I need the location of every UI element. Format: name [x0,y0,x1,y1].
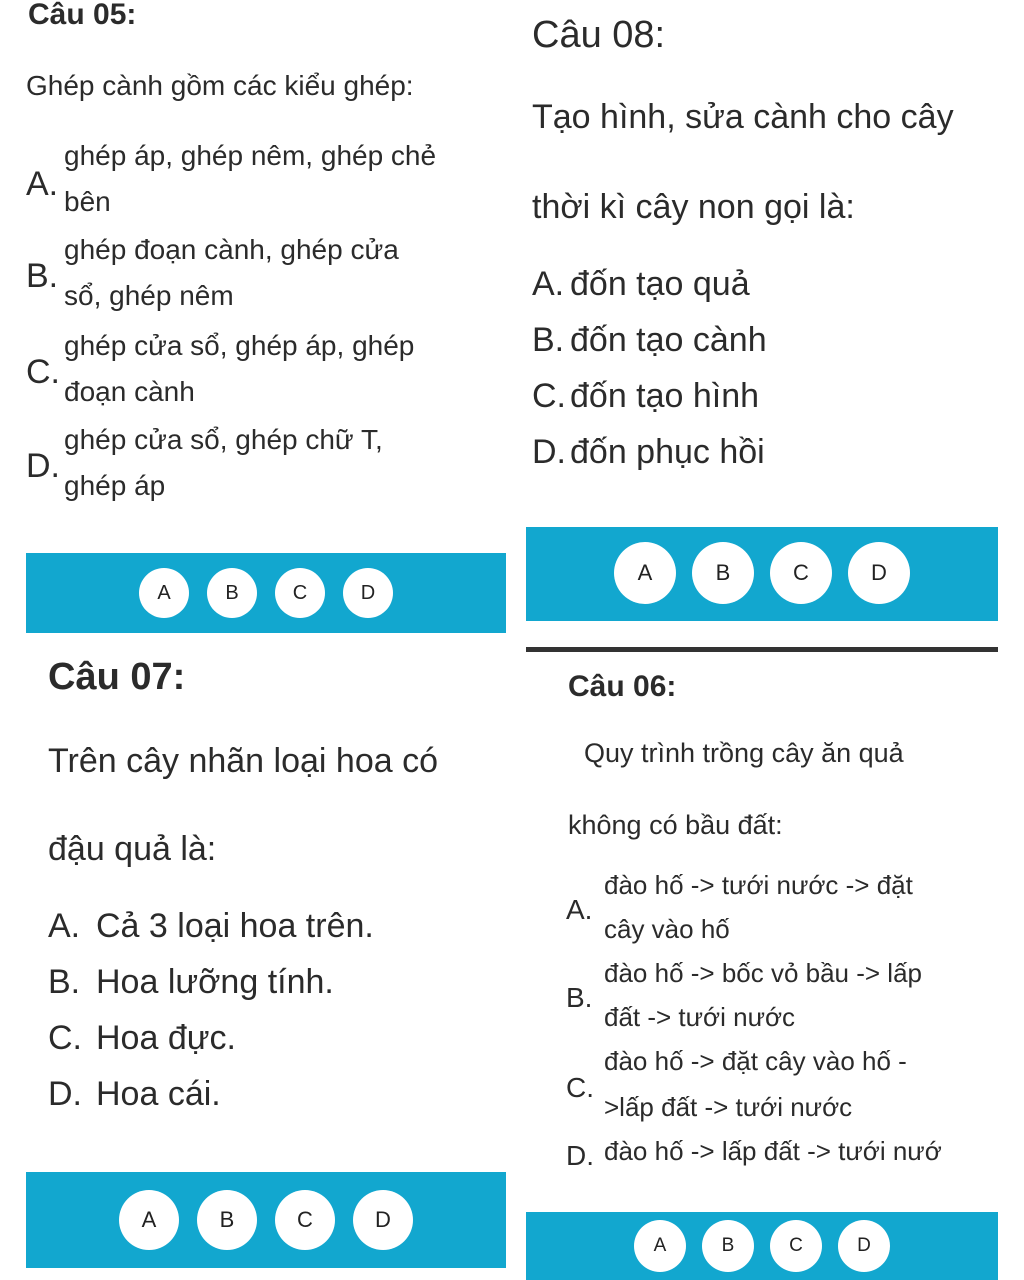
q06-answer-a-button[interactable]: A [634,1220,686,1272]
q07-option-c-text: Hoa đực. [96,1019,236,1057]
q06-option-b-line2: đất -> tưới nước [604,1002,796,1032]
q08-option-c-text: đốn tạo hình [570,377,760,415]
q08-option-d[interactable] [532,432,992,476]
q06-option-a-line2: cây vào hố [604,914,730,944]
q06-answer-c-button[interactable]: C [770,1220,822,1272]
q07-answer-b-button[interactable]: B [197,1190,257,1250]
q05-option-c-line1: ghép cửa sổ, ghép áp, ghép [64,330,415,361]
q08-prompt-line2: thời kì cây non gọi là: [532,188,855,226]
q06-option-c-line1: đào hố -> đặt cây vào hố - [604,1046,907,1076]
q05-option-d-line1: ghép cửa sổ, ghép chữ T, [64,424,383,455]
q08-option-c-letter: C. [532,377,566,415]
q05-prompt: Ghép cành gồm các kiểu ghép: [26,70,414,101]
q08-option-c[interactable] [532,376,992,420]
q08-answer-c-button[interactable]: C [770,542,832,604]
q05-option-c-line2: đoạn cành [64,376,195,407]
q07-option-d-letter: D. [48,1075,82,1113]
q06-option-a-line1: đào hố -> tưới nước -> đặt [604,870,913,900]
q07-option-b[interactable] [48,962,498,1006]
q08-heading: Câu 08: [532,14,666,56]
q08-option-b-letter: B. [532,321,565,359]
q06-option-c-letter: C. [566,1072,594,1103]
q08-answer-a-button[interactable]: A [614,542,676,604]
q06-answer-b-button[interactable]: B [702,1220,754,1272]
q05-answer-d-button[interactable]: D [343,568,393,618]
q05-option-a[interactable] [26,140,506,230]
q07-prompt-line1: Trên cây nhãn loại hoa có [48,742,438,780]
q05-option-d-line2: ghép áp [64,470,166,501]
q06-option-c-line2: >lấp đất -> tưới nước [604,1092,853,1122]
q06-option-c[interactable] [566,1046,996,1132]
q08-option-a-text: đốn tạo quả [570,265,750,303]
q06-option-a-letter: A. [566,894,593,925]
q06-option-b-letter: B. [566,982,593,1013]
q08-option-a-letter: A. [532,265,565,303]
q05-option-b-line2: sổ, ghép nêm [64,280,234,311]
q07-option-b-letter: B. [48,963,81,1001]
q07-option-d-text: Hoa cái. [96,1075,221,1113]
q06-option-b-line1: đào hố -> bốc vỏ bầu -> lấp [604,958,923,988]
q06-option-d-text: đào hố -> lấp đất -> tưới nướ [604,1136,942,1166]
q05-option-a-line2: bên [64,186,111,217]
q07-heading: Câu 07: [48,656,186,698]
q06-option-d[interactable] [566,1136,996,1176]
q08-prompt-line1: Tạo hình, sửa cành cho cây [532,98,954,136]
q05-answer-bar [26,553,506,633]
q06-heading: Câu 06: [568,670,677,703]
q05-option-b-line1: ghép đoạn cành, ghép cửa [64,234,399,265]
q07-option-d[interactable] [48,1074,498,1118]
q05-option-b-letter: B. [26,257,59,295]
q05-option-c-letter: C. [26,353,60,391]
q07-answer-c-button[interactable]: C [275,1190,335,1250]
q05-option-d-letter: D. [26,447,60,485]
q08-answer-d-button[interactable]: D [848,542,910,604]
q07-option-b-text: Hoa lưỡng tính. [96,963,334,1001]
q06-answer-d-button[interactable]: D [838,1220,890,1272]
q05-option-a-letter: A. [26,165,59,203]
q07-option-c-letter: C. [48,1019,82,1057]
q05-option-d[interactable] [26,424,506,514]
q08-option-d-text: đốn phục hồi [570,433,765,471]
q08-option-d-letter: D. [532,433,566,471]
q08-option-b[interactable] [532,320,992,364]
q07-option-c[interactable] [48,1018,498,1062]
q06-option-a[interactable] [566,870,996,956]
q07-answer-a-button[interactable]: A [119,1190,179,1250]
q08-answer-b-button[interactable]: B [692,542,754,604]
q08-prompt-clip [532,98,1014,148]
q05-option-a-line1: ghép áp, ghép nêm, ghép chẻ [64,140,437,171]
section-divider [526,647,998,652]
q05-answer-b-button[interactable]: B [207,568,257,618]
q06-answer-bar [526,1212,998,1280]
q07-prompt-line2: đậu quả là: [48,830,217,868]
q08-option-a[interactable] [532,264,992,308]
q07-option-a-text: Cả 3 loại hoa trên. [96,907,374,945]
q07-answer-bar [26,1172,506,1268]
q05-option-b[interactable] [26,234,506,324]
q07-option-a-letter: A. [48,907,81,945]
q06-prompt-line2: không có bầu đất: [568,810,783,840]
q08-option-b-text: đốn tạo cành [570,321,767,359]
q06-prompt-line1: Quy trình trồng cây ăn quả [584,738,904,768]
q06-option-b[interactable] [566,958,996,1044]
q05-answer-c-button[interactable]: C [275,568,325,618]
q06-option-d-letter: D. [566,1140,594,1171]
q07-option-a[interactable] [48,906,498,950]
q05-heading: Câu 05: [28,0,137,31]
q07-answer-d-button[interactable]: D [353,1190,413,1250]
q05-answer-a-button[interactable]: A [139,568,189,618]
q08-answer-bar [526,527,998,621]
q05-option-c[interactable] [26,330,506,420]
